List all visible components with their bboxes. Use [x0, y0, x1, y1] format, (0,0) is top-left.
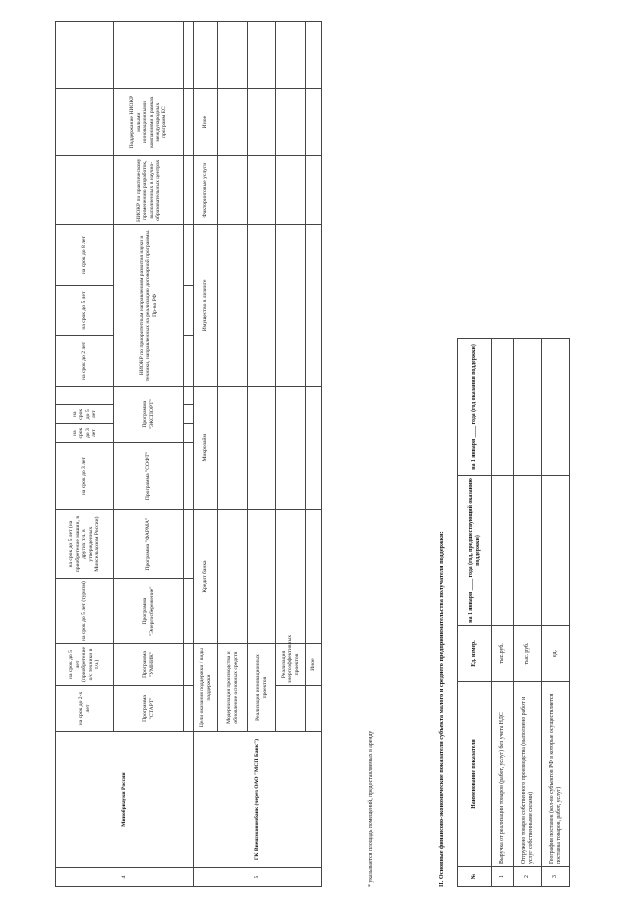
term-col-c: на срок до 5 лет (туризм) — [56, 579, 114, 644]
table-row — [514, 339, 542, 887]
row-name: Отгружено товаров собственного производства (выполнено работ и услуг собственными силами) — [514, 682, 542, 867]
term-col-f: на срок до 3 лет — [56, 424, 114, 443]
term-col-g2 — [56, 386, 114, 405]
row5-credit: Кредит банка — [194, 510, 218, 644]
footnote: * указывается площадь помещений, предоставляемых в аренду — [368, 730, 374, 887]
row-number: 1 — [492, 867, 514, 887]
row5-modernization: Модернизация производства и обновление основных средств — [218, 644, 248, 732]
term-col-g: на срок до 5 лет — [56, 405, 114, 424]
row5-energy: Реализация энергоэффективных проектов — [276, 644, 306, 686]
row-unit: тыс.руб. — [492, 626, 514, 682]
row5-other-row: Иное — [306, 644, 322, 686]
row5-agency: ГК Внешэкономбанк (через ОАО "МСП Банк") — [194, 732, 322, 868]
header-name: Наименование показателя — [458, 682, 492, 867]
section-title: II. Основные финансово-экономические показатели субъекта малого и среднего предпринимательства получателя поддержки: — [438, 531, 445, 887]
row-value-prev[interactable] — [492, 476, 514, 626]
row-unit: ед. — [542, 626, 570, 682]
row5-number: 5 — [194, 868, 322, 887]
header-support-year: на 1 января ____ года (год оказания поддержки) — [458, 339, 492, 476]
row5-goals: Цели оказания поддержки / виды поддержки — [194, 644, 218, 732]
financial-indicators-table — [457, 338, 570, 887]
row5-leasing: Имущество в лизинге — [194, 225, 218, 386]
program-umnik: Программа "УМНИК" — [114, 644, 184, 686]
term-col-k — [56, 156, 114, 225]
term-col-e: на срок до 3 лет — [56, 443, 114, 510]
program-niokr: НИОКР по приоритетным направлениям развития науки и техники, направленных на реализацию договорной программы. Пр-во РФ — [114, 225, 184, 386]
row4-agency: Минобрнауки России — [56, 732, 194, 868]
row-value-prev[interactable] — [542, 476, 570, 626]
program-export: Программа "ЭКСПОРТ" — [114, 386, 184, 443]
term-col-h: на срок до 2 лет — [56, 336, 114, 386]
program-energo: Программа "Энергосбережение" — [114, 579, 184, 644]
program-niokr-prakt: НИОКР по практическому применению разработок, выполненных в научно-образовательных центрах — [114, 156, 184, 225]
term-col-d: на срок до 5 лет (на приобретение машин, в других т.ч. в утвержденных Минсельхозом России) — [56, 510, 114, 579]
term-col-b: на срок до 5 лет (приобретение о/с техники в т.ч.) — [56, 644, 114, 686]
program-farma: Программа "ФАРМА" — [114, 510, 184, 579]
row-value-prev[interactable] — [514, 476, 542, 626]
row-unit: тыс. руб. — [514, 626, 542, 682]
row5-microloan: Микрозайм — [194, 386, 218, 510]
row5-innovation: Реализация инновационных проектов — [248, 644, 276, 732]
row-name: География поставок (кол-во субъектов РФ в которые осуществляется поставка товаров, работ, услуг) — [542, 682, 570, 867]
header-prev-year: на 1 января ____ года (год, предшествующий оказанию поддержки) — [458, 476, 492, 626]
term-col-a: на срок до 2-х лет — [56, 685, 114, 731]
term-col-i: на срок до 5 лет — [56, 285, 114, 335]
term-col-l — [56, 89, 114, 156]
row-number: 2 — [514, 867, 542, 887]
row-value-current[interactable] — [542, 339, 570, 476]
program-podderzhka: Поддержание НИОКР малыми инновационными компаниями в рамках международных программ ЕС — [114, 89, 184, 156]
term-col-m — [56, 22, 114, 89]
table-row — [492, 339, 514, 887]
row-value-current[interactable] — [492, 339, 514, 476]
term-col-j: на срок до 8 лет — [56, 225, 114, 286]
program-empty — [114, 22, 184, 89]
table-row — [542, 339, 570, 887]
row-number: 3 — [542, 867, 570, 887]
row-name: Выручка от реализации товаров (работ, услуг) без учета НДС — [492, 682, 514, 867]
header-number: № — [458, 867, 492, 887]
support-programs-table — [55, 21, 322, 887]
program-start: Программа "СТАРТ" — [114, 685, 184, 731]
program-soft: Программа "СОФТ" — [114, 443, 184, 510]
row4-number: 4 — [56, 868, 194, 887]
row-value-current[interactable] — [514, 339, 542, 476]
row5-other: Иное — [194, 89, 218, 156]
row5-factoring: Факторинговые услуги — [194, 156, 218, 225]
header-unit: Ед. измер. — [458, 626, 492, 682]
